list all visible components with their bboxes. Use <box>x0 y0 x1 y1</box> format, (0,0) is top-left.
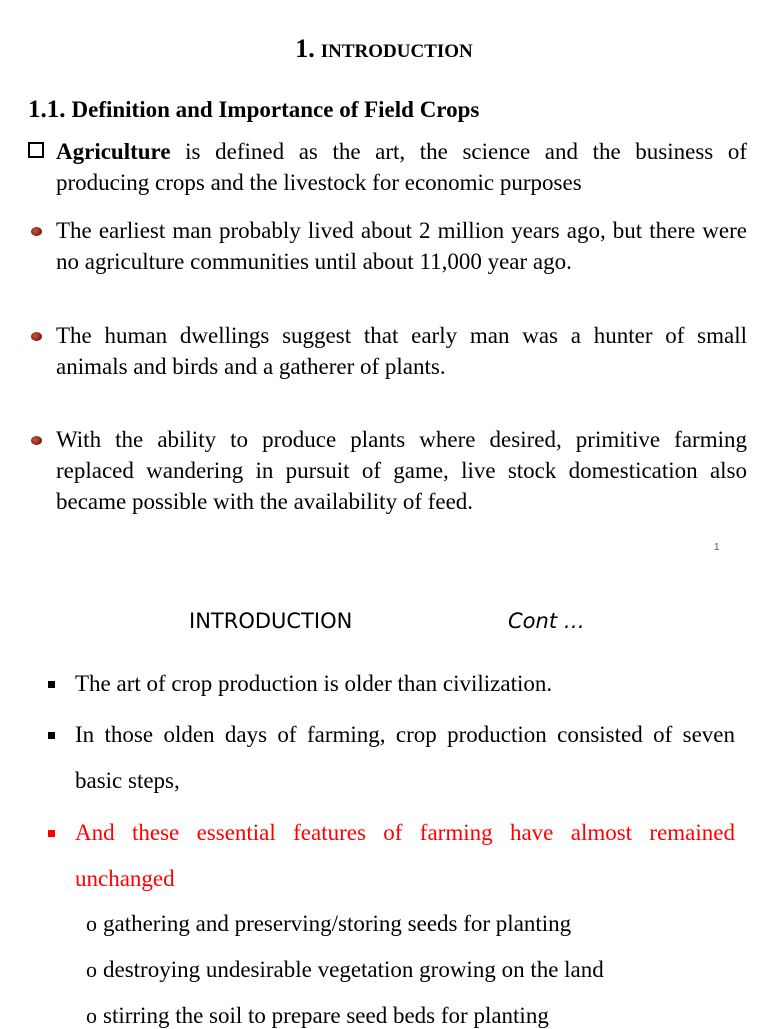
list-item: The art of crop production is older than civilization. <box>75 671 553 696</box>
round-bullet-icon <box>31 332 42 341</box>
page-number: 1 <box>714 542 720 553</box>
slide-title-text: INTRODUCTION <box>320 41 473 62</box>
section-number: 1.1. <box>28 96 66 123</box>
checkbox-bullet-icon <box>28 142 44 158</box>
circle-marker-icon: o <box>86 911 97 936</box>
square-bullet-red-icon <box>48 830 55 837</box>
definition-term: Agriculture <box>56 139 171 164</box>
circle-marker-icon: o <box>86 957 97 982</box>
section-heading <box>28 96 479 124</box>
round-bullet-icon <box>31 227 42 236</box>
highlight-list-item: And these essential features of farming have almost remained unchanged <box>75 820 735 891</box>
definition-paragraph <box>56 136 747 198</box>
slide2-title: INTRODUCTION <box>189 609 353 633</box>
bullet-paragraph: With the ability to produce plants where desired, primitive farming replaced wandering in pursuit of game, live stock domestication also became possible with the availability of feed. <box>56 427 747 514</box>
slide2-cont-label: Cont … <box>508 609 585 633</box>
slide-title-number: 1. <box>295 34 315 63</box>
round-bullet-icon <box>31 436 42 445</box>
sub-list-item-text: destroying undesirable vegetation growing on the land <box>103 957 604 982</box>
circle-marker-icon: o <box>86 1003 97 1028</box>
square-bullet-icon <box>48 732 55 739</box>
bullet-paragraph: The earliest man probably lived about 2 million years ago, but there were no agriculture communities until about 11,000 year ago. <box>56 218 747 274</box>
sub-list-item <box>86 957 604 983</box>
list-item: In those olden days of farming, crop production consisted of seven basic steps, <box>75 722 735 793</box>
sub-list-item <box>86 1003 549 1029</box>
sub-list-item-text: gathering and preserving/storing seeds for planting <box>103 911 572 936</box>
slide-title <box>0 34 768 64</box>
section-title: Definition and Importance of Field Crops <box>71 97 480 122</box>
sub-list-item <box>86 911 571 937</box>
square-bullet-icon <box>48 681 55 688</box>
sub-list-item-text: stirring the soil to prepare seed beds for planting <box>103 1003 549 1028</box>
definition-text: is defined as the art, the science and the business of producing crops and the livestock for economic purposes <box>56 139 747 195</box>
bullet-paragraph: The human dwellings suggest that early man was a hunter of small animals and birds and a gatherer of plants. <box>56 323 747 379</box>
